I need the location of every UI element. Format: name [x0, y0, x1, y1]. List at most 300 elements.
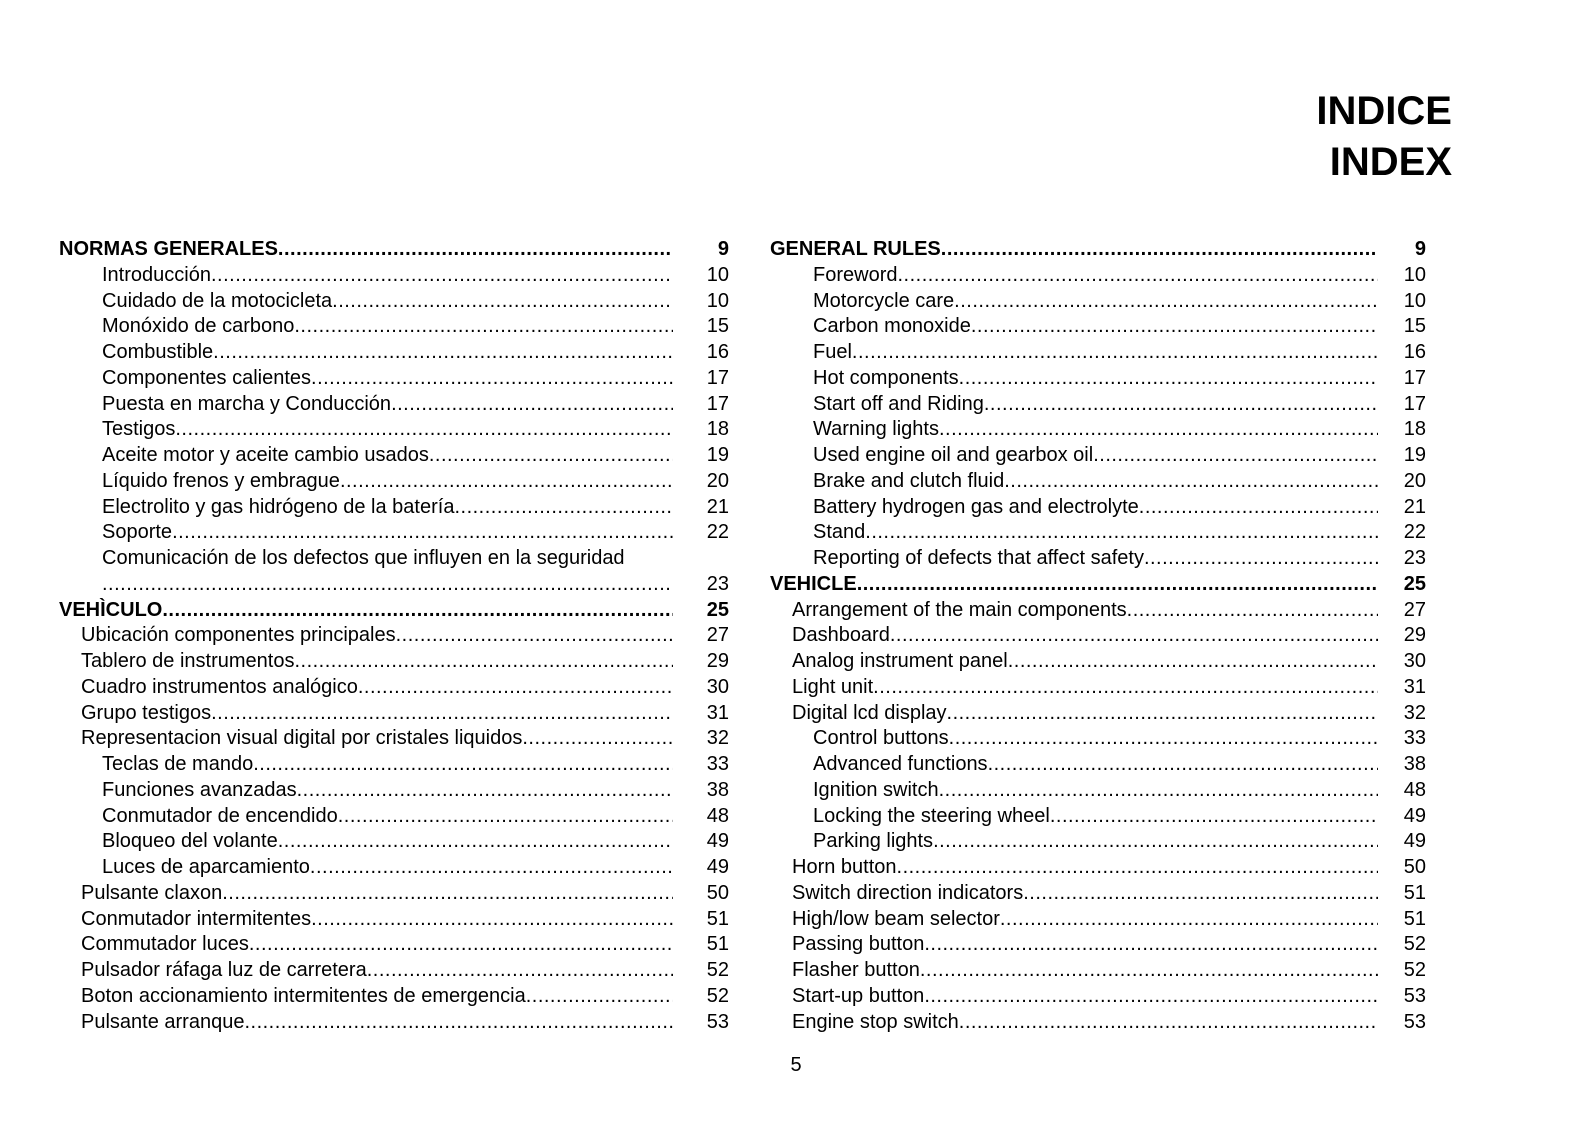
toc-entry-page: 52 — [1403, 933, 1426, 956]
toc-entry-label: VEHICLE — [770, 572, 857, 595]
toc-entry[interactable] — [59, 443, 729, 469]
toc-dot-leader — [244, 1010, 673, 1036]
toc-entry-page: 10 — [706, 263, 729, 286]
toc-entry-label: Puesta en marcha y Conducción — [102, 392, 392, 415]
toc-entry[interactable] — [770, 984, 1455, 1010]
toc-dot-leader — [102, 572, 673, 598]
toc-dot-leader — [920, 958, 1378, 984]
toc-leader — [81, 701, 673, 727]
toc-dot-leader — [988, 752, 1378, 778]
toc-entry[interactable] — [770, 520, 1455, 546]
toc-entry-page: 17 — [1403, 392, 1426, 415]
toc-dot-leader — [311, 907, 673, 933]
toc-entry-page: 53 — [1403, 1010, 1426, 1033]
toc-leader — [81, 907, 673, 933]
toc-entry-page: 27 — [1403, 598, 1426, 621]
toc-entry-page: 27 — [706, 624, 729, 647]
toc-entry[interactable] — [59, 752, 729, 778]
toc-entry-page: 51 — [706, 933, 729, 956]
toc-leader — [102, 572, 673, 598]
toc-entry[interactable] — [59, 314, 729, 340]
toc-spanish — [59, 237, 729, 1035]
toc-entry[interactable] — [59, 958, 729, 984]
toc-leader — [102, 752, 673, 778]
toc-leader — [770, 237, 1378, 263]
toc-entry-page: 29 — [706, 650, 729, 672]
toc-entry[interactable] — [59, 520, 729, 546]
toc-dot-leader — [924, 932, 1378, 958]
toc-leader — [102, 804, 673, 830]
toc-dot-leader — [358, 675, 673, 701]
toc-entry-page: 9 — [1414, 238, 1426, 260]
toc-leader — [792, 881, 1378, 907]
toc-dot-leader — [857, 572, 1378, 598]
toc-entry-label: VEHÌCULO — [59, 598, 163, 621]
toc-entry-page: 52 — [706, 984, 729, 1007]
toc-dot-leader — [172, 520, 673, 546]
toc-leader — [813, 289, 1378, 315]
toc-entry[interactable] — [59, 1010, 729, 1036]
toc-entry-label: Pulsante claxon — [81, 881, 223, 904]
toc-leader — [792, 855, 1378, 881]
toc-entry[interactable] — [59, 701, 729, 727]
toc-entry[interactable] — [59, 263, 729, 289]
toc-leader — [813, 340, 1378, 366]
toc-entry[interactable] — [59, 366, 729, 392]
toc-entry-label: Líquido frenos y embrague — [102, 469, 340, 492]
toc-leader — [813, 443, 1378, 469]
toc-leader — [813, 263, 1378, 289]
toc-entry-label: Flasher button — [792, 959, 920, 981]
toc-dot-leader — [294, 649, 673, 675]
toc-entry-label: Parking lights — [813, 830, 934, 853]
toc-leader — [813, 726, 1378, 752]
toc-dot-leader — [924, 984, 1378, 1010]
toc-entry[interactable] — [770, 855, 1455, 881]
toc-entry[interactable] — [59, 932, 729, 958]
toc-entry-page: 51 — [1403, 907, 1426, 930]
toc-entry[interactable] — [59, 649, 729, 675]
toc-entry-page: 29 — [1403, 624, 1426, 647]
toc-section[interactable] — [59, 237, 729, 263]
toc-dot-leader — [933, 829, 1378, 855]
toc-dot-leader — [984, 392, 1378, 418]
toc-entry-label: Foreword — [813, 263, 898, 286]
toc-entry-label: Horn button — [792, 856, 897, 878]
toc-entry-page: 49 — [706, 856, 729, 878]
toc-dot-leader — [249, 932, 673, 958]
toc-entry-page: 19 — [706, 444, 729, 466]
toc-entry-label: Hot components — [813, 366, 959, 389]
toc-leader — [792, 649, 1378, 675]
toc-entry-label: Tablero de instrumentos — [81, 650, 295, 672]
toc-entry-page: 16 — [706, 341, 729, 363]
toc-entry[interactable] — [770, 1010, 1455, 1036]
toc-entry[interactable] — [770, 289, 1455, 315]
toc-dot-leader — [941, 237, 1378, 263]
toc-dot-leader — [332, 289, 673, 315]
title-spanish: INDICE — [1316, 89, 1452, 133]
page-number: 5 — [790, 1054, 802, 1076]
toc-entry-page: 33 — [1403, 727, 1426, 750]
toc-entry-label: Funciones avanzadas — [102, 778, 297, 801]
toc-entry-page: 32 — [1403, 701, 1426, 724]
toc-dot-leader — [1139, 495, 1378, 521]
toc-dot-leader — [865, 520, 1378, 546]
toc-section[interactable] — [770, 572, 1455, 598]
toc-leader — [102, 392, 673, 418]
toc-leader — [81, 984, 673, 1010]
toc-leader — [102, 829, 673, 855]
toc-dot-leader — [971, 314, 1378, 340]
toc-entry[interactable] — [59, 804, 729, 830]
toc-entry-label: Grupo testigos — [81, 701, 212, 724]
toc-entry[interactable] — [770, 443, 1455, 469]
toc-entry[interactable] — [59, 469, 729, 495]
toc-english — [770, 237, 1455, 1035]
toc-section[interactable] — [59, 598, 729, 624]
toc-dot-leader — [340, 469, 673, 495]
toc-leader — [813, 752, 1378, 778]
toc-entry-page: 48 — [706, 804, 729, 827]
toc-dot-leader — [175, 417, 673, 443]
toc-entry-page: 23 — [1403, 547, 1426, 569]
toc-dot-leader — [947, 701, 1378, 727]
toc-entry[interactable] — [770, 495, 1455, 521]
toc-dot-leader — [1144, 546, 1378, 572]
toc-entry-label: Combustible — [102, 341, 214, 363]
toc-entry-label: Testigos — [102, 418, 176, 441]
toc-entry-label: Monóxido de carbono — [102, 315, 295, 338]
toc-leader — [81, 623, 673, 649]
toc-entry-label: Dashboard — [792, 624, 890, 647]
toc-entry[interactable] — [59, 546, 729, 572]
toc-entry-page: 50 — [706, 881, 729, 904]
toc-entry-page: 33 — [706, 753, 729, 775]
toc-entry-page: 10 — [706, 289, 729, 312]
toc-entry-label: Conmutador de encendido — [102, 804, 338, 827]
toc-entry-page: 15 — [1403, 315, 1426, 338]
toc-leader — [792, 907, 1378, 933]
toc-dot-leader — [1023, 881, 1378, 907]
toc-leader — [102, 366, 673, 392]
toc-dot-leader — [338, 804, 673, 830]
toc-entry-page: 20 — [706, 469, 729, 492]
toc-entry-label: Locking the steering wheel — [813, 804, 1050, 827]
toc-leader — [102, 546, 673, 572]
toc-entry[interactable] — [770, 649, 1455, 675]
toc-dot-leader — [1008, 649, 1378, 675]
toc-entry[interactable] — [770, 366, 1455, 392]
toc-entry-label: Soporte — [102, 521, 173, 544]
toc-entry[interactable] — [59, 417, 729, 443]
toc-leader — [792, 932, 1378, 958]
toc-entry-label: Engine stop switch — [792, 1010, 959, 1033]
toc-entry[interactable] — [59, 829, 729, 855]
toc-dot-leader — [391, 392, 673, 418]
toc-entry[interactable] — [770, 881, 1455, 907]
toc-leader — [792, 701, 1378, 727]
toc-entry[interactable] — [770, 675, 1455, 701]
toc-entry-page: 19 — [1403, 444, 1426, 466]
toc-dot-leader — [954, 289, 1378, 315]
toc-entry-label: Cuadro instrumentos analógico — [81, 675, 358, 698]
toc-dot-leader — [278, 237, 673, 263]
toc-entry[interactable] — [59, 881, 729, 907]
toc-leader — [813, 829, 1378, 855]
toc-entry[interactable] — [770, 778, 1455, 804]
toc-leader — [792, 675, 1378, 701]
toc-entry-label: Pulsador ráfaga luz de carretera — [81, 959, 367, 981]
toc-entry-page: 20 — [1403, 469, 1426, 492]
toc-entry[interactable] — [770, 932, 1455, 958]
toc-dot-leader — [454, 495, 673, 521]
toc-dot-leader — [1127, 598, 1378, 624]
toc-entry-page: 23 — [706, 572, 729, 595]
toc-entry[interactable] — [770, 958, 1455, 984]
toc-leader — [813, 314, 1378, 340]
toc-entry-page: 51 — [706, 907, 729, 930]
toc-entry-page: 25 — [1403, 572, 1426, 595]
toc-entry[interactable] — [59, 495, 729, 521]
toc-entry[interactable] — [770, 417, 1455, 443]
toc-leader — [770, 572, 1378, 598]
toc-entry[interactable] — [59, 675, 729, 701]
toc-dot-leader — [162, 598, 673, 624]
toc-entry-label: NORMAS GENERALES — [59, 238, 278, 260]
toc-entry-page: 32 — [706, 727, 729, 750]
toc-entry[interactable] — [59, 392, 729, 418]
toc-dot-leader — [211, 701, 673, 727]
toc-entry-page: 52 — [706, 959, 729, 981]
toc-entry-page: 21 — [1403, 495, 1426, 518]
page-title — [1316, 86, 1452, 188]
toc-entry[interactable] — [59, 289, 729, 315]
toc-entry-page: 9 — [717, 238, 729, 260]
toc-entry-label: Commutador luces — [81, 933, 249, 956]
toc-entry-label: Brake and clutch fluid — [813, 469, 1005, 492]
toc-entry[interactable] — [770, 469, 1455, 495]
toc-dot-leader — [213, 340, 673, 366]
toc-dot-leader — [939, 778, 1378, 804]
toc-entry-label: Arrangement of the main components — [792, 598, 1127, 621]
toc-entry-page: 49 — [706, 830, 729, 853]
toc-entry-page: 30 — [1403, 650, 1426, 672]
toc-leader — [813, 778, 1378, 804]
toc-entry-label: Motorcycle care — [813, 289, 955, 312]
toc-leader — [102, 314, 673, 340]
toc-entry-label: Luces de aparcamiento — [102, 856, 310, 878]
toc-leader — [813, 546, 1378, 572]
toc-dot-leader — [367, 958, 673, 984]
toc-leader — [813, 520, 1378, 546]
toc-entry[interactable] — [770, 598, 1455, 624]
toc-entry-label: Fuel — [813, 341, 852, 363]
toc-entry[interactable] — [59, 984, 729, 1010]
toc-entry-label: High/low beam selector — [792, 907, 1000, 930]
toc-leader — [81, 958, 673, 984]
toc-dot-leader — [396, 623, 673, 649]
toc-entry-page: 16 — [1403, 341, 1426, 363]
toc-entry-label: Carbon monoxide — [813, 315, 971, 338]
toc-dot-leader — [522, 726, 673, 752]
toc-dot-leader — [897, 263, 1378, 289]
toc-entry-label: Digital lcd display — [792, 701, 947, 724]
toc-entry-label: Representacion visual digital por cristales liquidos — [81, 727, 523, 750]
toc-leader — [59, 237, 673, 263]
toc-entry[interactable] — [59, 907, 729, 933]
toc-leader — [102, 855, 673, 881]
toc-entry[interactable] — [770, 726, 1455, 752]
toc-dot-leader — [253, 752, 673, 778]
toc-entry[interactable] — [770, 392, 1455, 418]
toc-leader — [792, 984, 1378, 1010]
toc-entry-label: Aceite motor y aceite cambio usados — [102, 444, 429, 466]
toc-entry-label: Analog instrument panel — [792, 650, 1008, 672]
toc-leader — [102, 263, 673, 289]
toc-entry[interactable] — [770, 546, 1455, 572]
toc-entry-label: Teclas de mando — [102, 753, 254, 775]
toc-leader — [81, 932, 673, 958]
toc-entry[interactable] — [770, 752, 1455, 778]
toc-entry-page: 49 — [1403, 804, 1426, 827]
toc-leader — [81, 649, 673, 675]
toc-leader — [792, 623, 1378, 649]
toc-dot-leader — [294, 314, 673, 340]
toc-dot-leader — [1050, 804, 1378, 830]
toc-leader — [813, 804, 1378, 830]
toc-entry[interactable] — [770, 340, 1455, 366]
toc-entry-label: Advanced functions — [813, 753, 988, 775]
toc-dot-leader — [959, 366, 1378, 392]
toc-entry-page: 25 — [706, 598, 729, 621]
toc-dot-leader — [310, 855, 673, 881]
toc-leader — [102, 778, 673, 804]
toc-entry-page: 38 — [1403, 753, 1426, 775]
toc-section[interactable] — [770, 237, 1455, 263]
toc-entry-label: Boton accionamiento intermitentes de emergencia — [81, 984, 526, 1007]
toc-leader — [81, 881, 673, 907]
toc-entry-label: Switch direction indicators — [792, 881, 1024, 904]
toc-entry-label: Warning lights — [813, 418, 939, 441]
toc-dot-leader — [959, 1010, 1378, 1036]
toc-leader — [102, 417, 673, 443]
toc-leader — [813, 417, 1378, 443]
toc-entry[interactable] — [59, 572, 729, 598]
toc-leader — [102, 443, 673, 469]
toc-dot-leader — [852, 340, 1378, 366]
toc-leader — [102, 289, 673, 315]
toc-dot-leader — [1000, 907, 1378, 933]
toc-leader — [813, 469, 1378, 495]
toc-entry[interactable] — [59, 623, 729, 649]
toc-entry-label: Reporting of defects that affect safety — [813, 547, 1144, 569]
toc-entry-page: 17 — [1403, 366, 1426, 389]
toc-dot-leader — [526, 984, 673, 1010]
toc-dot-leader — [949, 726, 1378, 752]
toc-entry-page: 22 — [1403, 521, 1426, 544]
toc-entry-page: 31 — [1403, 675, 1426, 698]
toc-entry[interactable] — [770, 263, 1455, 289]
toc-entry-label: Componentes calientes — [102, 366, 312, 389]
toc-entry-page: 48 — [1403, 778, 1426, 801]
toc-leader — [102, 340, 673, 366]
toc-entry[interactable] — [59, 778, 729, 804]
toc-entry-label: Ubicación componentes principales — [81, 624, 396, 647]
toc-entry-label: Start off and Riding — [813, 392, 984, 415]
toc-dot-leader — [211, 263, 673, 289]
toc-entry[interactable] — [770, 314, 1455, 340]
toc-entry[interactable] — [770, 623, 1455, 649]
toc-dot-leader — [222, 881, 673, 907]
toc-entry-page: 52 — [1403, 959, 1426, 981]
toc-entry-page: 51 — [1403, 881, 1426, 904]
toc-entry-page: 17 — [706, 366, 729, 389]
toc-entry-page: 31 — [706, 701, 729, 724]
toc-leader — [102, 520, 673, 546]
toc-dot-leader — [939, 417, 1378, 443]
toc-leader — [81, 1010, 673, 1036]
title-english: INDEX — [1329, 140, 1452, 184]
toc-entry-label: Light unit — [792, 675, 874, 698]
toc-entry-label: Used engine oil and gearbox oil — [813, 444, 1094, 466]
toc-entry-page: 10 — [1403, 263, 1426, 286]
toc-dot-leader — [278, 829, 673, 855]
toc-dot-leader — [429, 443, 673, 469]
toc-entry[interactable] — [770, 701, 1455, 727]
toc-entry-label: Bloqueo del volante — [102, 830, 278, 853]
toc-entry[interactable] — [59, 855, 729, 881]
toc-entry-label: Electrolito y gas hidrógeno de la batería — [102, 495, 455, 518]
toc-entry-label: Pulsante arranque — [81, 1010, 245, 1033]
toc-dot-leader — [1093, 443, 1378, 469]
toc-entry-label: Start-up button — [792, 984, 925, 1007]
toc-entry-label: Cuidado de la motocicleta — [102, 289, 333, 312]
toc-entry-label: GENERAL RULES — [770, 238, 941, 260]
toc-entry-page: 53 — [706, 1010, 729, 1033]
toc-dot-leader — [890, 623, 1378, 649]
toc-leader — [813, 392, 1378, 418]
toc-entry[interactable] — [770, 829, 1455, 855]
toc-dot-leader — [897, 855, 1378, 881]
toc-leader — [792, 1010, 1378, 1036]
toc-entry-page: 10 — [1403, 289, 1426, 312]
toc-entry-page: 49 — [1403, 830, 1426, 853]
toc-leader — [813, 366, 1378, 392]
toc-leader — [102, 469, 673, 495]
toc-entry-page: 38 — [706, 778, 729, 801]
toc-entry-label: Control buttons — [813, 727, 949, 750]
toc-entry[interactable] — [770, 804, 1455, 830]
toc-leader — [792, 598, 1378, 624]
toc-dot-leader — [297, 778, 673, 804]
toc-leader — [813, 495, 1378, 521]
toc-entry-label: Introducción — [102, 263, 211, 286]
toc-entry[interactable] — [59, 726, 729, 752]
toc-entry-page: 17 — [706, 392, 729, 415]
toc-entry[interactable] — [770, 907, 1455, 933]
toc-dot-leader — [1004, 469, 1378, 495]
toc-entry-page: 18 — [1403, 418, 1426, 441]
toc-leader — [81, 726, 673, 752]
toc-dot-leader — [873, 675, 1378, 701]
toc-leader — [81, 675, 673, 701]
toc-entry-page: 22 — [706, 521, 729, 544]
toc-entry-page: 18 — [706, 418, 729, 441]
toc-entry[interactable] — [59, 340, 729, 366]
toc-entry-label: Passing button — [792, 933, 925, 956]
toc-entry-page: 50 — [1403, 856, 1426, 878]
